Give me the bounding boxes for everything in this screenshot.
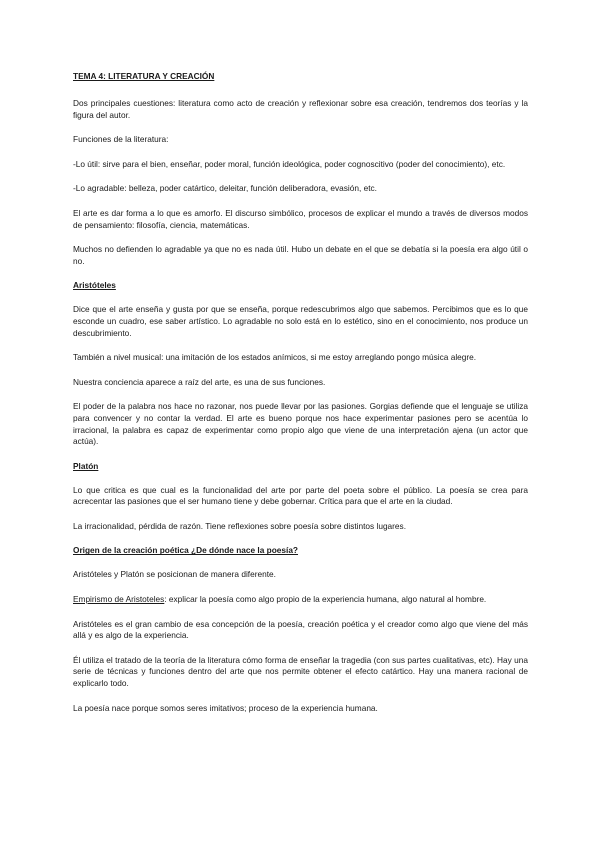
origen-heading: Origen de la creación poética ¿De dónde nace la poesía? <box>73 545 299 556</box>
platon-paragraph-2: La irracionalidad, pérdida de razón. Tiene reflexiones sobre poesía sobre distintos lugares. <box>73 520 406 531</box>
agradable-paragraph: -Lo agradable: belleza, poder catártico, deleitar, función deliberadora, evasión, etc. <box>73 183 377 194</box>
debate-paragraph: Muchos no defienden lo agradable ya que no es nada útil. Hubo un debate en el que se debatía si la poesía era algo útil o no. <box>73 244 528 266</box>
empirismo-paragraph <box>73 594 528 606</box>
aristoteles-heading: Aristóteles <box>73 280 116 291</box>
tratado-paragraph: Él utiliza el tratado de la teoría de la literatura cómo forma de enseñar la tragedia (con sus partes cualitativas, etc). Hay una serie de técnicas y funciones dentro del arte que nos permite obtener el efecto catártico. Hay una manera racional de explicarlo todo. <box>73 654 528 689</box>
nace-paragraph: La poesía nace porque somos seres imitativos; proceso de la experiencia humana. <box>73 702 378 713</box>
empirismo-text: : explicar la poesía como algo propio de la experiencia humana, algo natural al hombre. <box>164 594 487 605</box>
document-title: TEMA 4: LITERATURA Y CREACIÓN <box>73 71 215 81</box>
aristoteles-paragraph-1: Dice que el arte enseña y gusta por que se enseña, porque redescubrimos algo que sabemos. Percibimos que es lo que esconde un cuadro, ese saber artístico. Lo agradable no solo está en lo estético, sino en el conocimiento, nos produce un descubrimiento. <box>73 304 528 338</box>
document-page <box>73 71 528 727</box>
intro-paragraph: Dos principales cuestiones: literatura como acto de creación y reflexionar sobre esa creación, tendremos dos teorías y la figura del autor. <box>73 98 528 120</box>
arte-forma-paragraph: El arte es dar forma a lo que es amorfo. El discurso simbólico, procesos de explicar el mundo a través de diversos modos de pensamiento: filosofía, ciencia, matemáticas. <box>73 207 528 230</box>
aristoteles-paragraph-3: Nuestra conciencia aparece a raíz del arte, es una de sus funciones. <box>73 376 326 387</box>
origen-paragraph: Aristóteles y Platón se posicionan de manera diferente. <box>73 569 276 580</box>
util-paragraph: -Lo útil: sirve para el bien, enseñar, poder moral, función ideológica, poder cognoscitivo (poder del conocimiento), etc. <box>73 158 506 169</box>
cambio-paragraph: Aristóteles es el gran cambio de esa concepción de la poesía, creación poética y el creador como algo que viene del más allá y es algo de la experiencia. <box>73 618 528 641</box>
aristoteles-paragraph-4: El poder de la palabra nos hace no razonar, nos puede llevar por las pasiones. Gorgias defiende que el lenguaje se utiliza para convencer y no contar la verdad. El arte es bueno porque nos hace experimentar pasiones pero se acentúa lo irracional, la palabra es capaz de experimentar como propio algo que viene de una interpretación ajena (un actor que actúa). <box>73 401 528 447</box>
aristoteles-paragraph-2: También a nivel musical: una imitación de los estados anímicos, si me estoy arreglando pongo música alegre. <box>73 352 477 363</box>
platon-paragraph-1: Lo que critica es que cual es la funcionalidad del arte por parte del poeta sobre el público. La poesía se crea para acrecentar las pasiones que el ser humano tiene y debe gobernar. Crítica para que el arte en la ciudad. <box>73 484 528 507</box>
funciones-label: Funciones de la literatura: <box>73 134 169 145</box>
platon-heading: Platón <box>73 460 99 471</box>
empirismo-label: Empirismo de Aristoteles <box>73 594 165 605</box>
